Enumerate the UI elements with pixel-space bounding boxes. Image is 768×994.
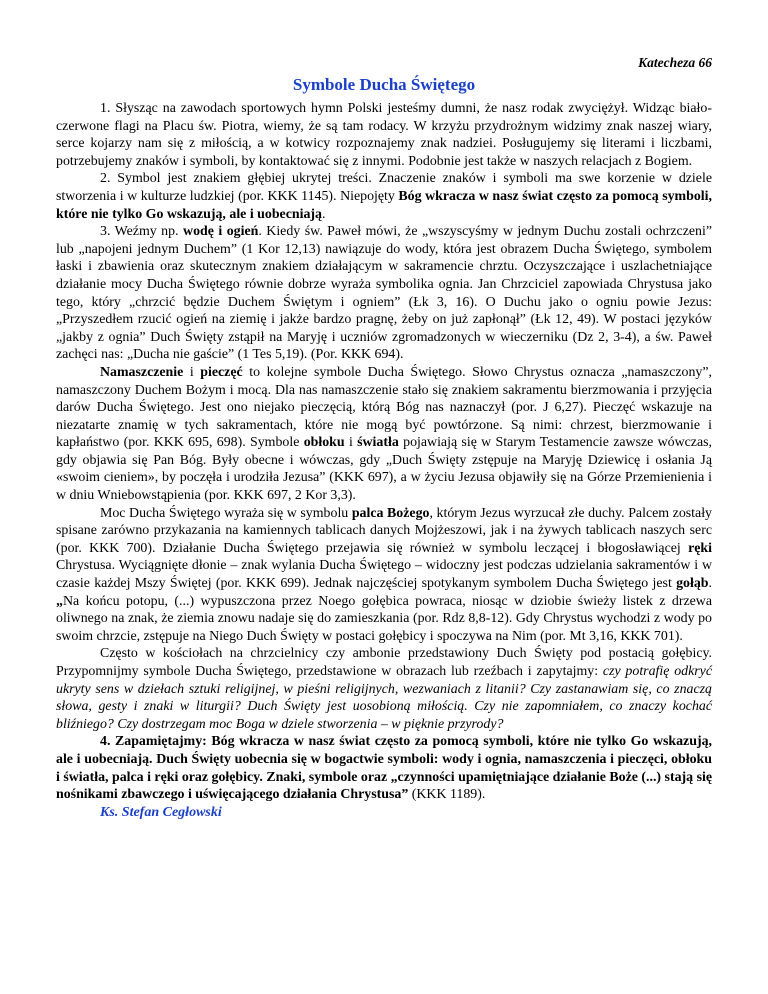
document-title: Symbole Ducha Świętego — [292, 75, 476, 94]
text-run: 4. Zapamiętajmy: Bóg wkracza w nasz świat często za pomocą symboli, które nie tylko Go wskazują, ale i uobecniają. Duch Święty uobecnia się w bogactwie symboli: wody i ognia, namaszczenia i pieczęci, obłoku i światła, palca i ręki oraz gołębicy. Znaki, symbole oraz „czynności upamiętniające działanie Boże (...) stają się nośnikami zbawczego i uświęcającego działania Chrystusa” — [56, 734, 712, 803]
text-run: . — [321, 206, 326, 222]
text-run: i — [183, 364, 201, 380]
paragraph — [56, 505, 712, 646]
text-run: Na końcu potopu, (...) wypuszczona przez Noego gołębica powraca, niosąc w dziobie świeży listek z drzewa oliwnego na znak, że ziemia znowu nadaje się do zamieszkania (por. Rdz 8,8-12). Gdy Chrystus wychodzi z wody po swoim chrzcie, zstępuje na Niego Duch Święty w postaci gołębicy i spoczywa na Nim (por. Mt 3,16, KKK 701). — [56, 593, 712, 644]
paragraph — [56, 170, 712, 223]
text-run: czy potrafię odkryć ukryty sens w dziełach sztuki religijnej, w pieśni religijnych, wezwaniach z litanii? Czy zastanawiam się, co znaczą słowa, gesty i znaki w liturgii? Duch Święty jest uosobioną miłością. Czy nie zapomniałem, co znaczy kochać bliźniego? Czy dostrzegam moc Boga w dziele stworzenia – w pięknie przyrody? — [56, 664, 712, 732]
text-run: światła — [357, 435, 399, 451]
text-run: 1. Słysząc na zawodach sportowych hymn Polski jesteśmy dumni, że nasz rodak zwyciężył. Widząc biało-czerwone flagi na Placu św. Piotra, wiemy, że są tam rodacy. W krzyżu przydrożnym widzimy znak naszej wiary, serce kojarzy nam się z miłością, a w kotwicy rozpoznajemy znak nadziei. Posługujemy się literami i liczbami, potrzebujemy znaków i symboli, by kontaktować się z innymi. Podobnie jest także w naszych relacjach z Bogiem. — [56, 101, 712, 169]
text-run: 2. Symbol jest znakiem głębiej ukrytej treści. Znaczenie znaków i symboli ma swe korzenie w dziele stworzenia i w kulturze ludzkiej (por. KKK 1145). Niepojęty — [56, 171, 712, 204]
text-run: , którym Jezus wyrzucał złe duchy. Palcem zostały spisane zarówno przykazania na kamiennych tablicach danych Mojżeszowi, jak i na żywych tablicach naszych serc (por. KKK 700). Działanie Ducha Świętego przejawia się również w symbolu leczącej i błogosławiącej — [56, 505, 713, 556]
paragraph — [56, 364, 712, 505]
text-run: . Kiedy św. Paweł mówi, że „wszyscyśmy w jednym Duchu zostali ochrzczeni” lub „napojeni jednym Duchem” (1 Kor 12,13) nawiązuje do wody, która jest obrazem Ducha Świętego, symbolem łaski i zbawienia oraz skutecznym znakiem działającym w sakramencie chrztu. Oczyszczające i uszlachetniające działanie mocy Ducha Świętego równie dobrze wyraża symbolika ognia. Jan Chrzciciel zapowiada Chrystusa jako tego, który „chrzcić będzie Duchem Świętym i ogniem” (Łk 3, 16). O Duchu jako o ogniu powie Jezus: „Przyszedłem rzucić ogień na ziemię i jakże bardzo pragnę, żeby on już zapłonął” (Łk 12, 49). W postaci języków „jakby z ognia” Duch Święty zstąpił na Maryję i uczniów zgromadzonych w wieczerniku (Dz 2, 3-4), a św. Paweł zachęci nas: „Ducha nie gaście” (1 Tes 5,19). (Por. KKK 694). — [56, 224, 713, 363]
document-body — [56, 100, 712, 804]
catechesis-number: Katecheza 66 — [638, 55, 712, 70]
text-run: wodę i ogień — [183, 224, 259, 240]
text-run: . — [708, 576, 712, 592]
text-run: to kolejne symbole Ducha Świętego. Słowo Chrystus oznacza „namaszczony”, namaszczony Duchem Bożym i mocą. Dla nas namaszczenie stało się znakiem sakramentu bierzmowania i przyjęcia darów Ducha Świętego. Jest ono niejako pieczęcią, którą Bóg nas naznaczył (por. J 6,27). Pieczęć wskazuje na niezatarte znamię w tych sakramentach, które nie mogą być powtórzone. Są nimi: chrzest, bierzmowanie i kapłaństwo (por. KKK 695, 698). Symbole — [56, 364, 712, 451]
text-run: (KKK 1189). — [408, 787, 486, 803]
author-signature: Ks. Stefan Cegłowski — [100, 804, 222, 820]
text-run: Namaszczenie — [100, 364, 184, 380]
paragraph — [56, 733, 712, 803]
paragraph — [56, 100, 712, 170]
paragraph — [56, 223, 712, 364]
text-run: Chrystusa. Wyciągnięte dłonie – znak wylania Ducha Świętego – widoczny jest podczas udzielania sakramentów i w czasie każdej Mszy Świętej (por. KKK 699). Jednak najczęściej spotykanym symbolem Ducha Świętego jest — [56, 558, 712, 592]
text-run: gołąb — [676, 576, 709, 592]
text-run: ręki — [688, 540, 712, 556]
text-run: Często w kościołach na chrzcielnicy czy ambonie przedstawiony Duch Święty pod postacią gołębicy. Przypomnijmy symbole Ducha Świętego, przedstawione w obrazach lub rzeźbach i zapytajmy: — [56, 646, 712, 679]
text-run: i — [344, 435, 358, 451]
text-run: Bóg wkracza w nasz świat często za pomocą symboli, które nie tylko Go wskazują, ale i uobecniają — [56, 188, 712, 222]
text-run: Moc Ducha Świętego wyraża się w symbolu — [100, 505, 352, 521]
text-run: palca Bożego — [351, 505, 430, 521]
document-page — [56, 54, 712, 822]
text-run: „ — [56, 593, 63, 609]
text-run: pieczęć — [200, 364, 243, 380]
text-run: 3. Weźmy np. — [100, 224, 184, 240]
text-run: obłoku — [303, 435, 345, 451]
paragraph — [56, 645, 712, 733]
text-run: pojawiają się w Starym Testamencie zawsze wówczas, gdy objawia się Pan Bóg. Były obecne i wówczas, gdy „Duch Święty zstępuje na Maryję Dziewicę i osłania Ją «swoim cieniem», by poczęła i urodziła Jezusa” (KKK 697), a w życiu Jezusa objawiły się na Górze Przemienienia i w dniu Wniebowstąpienia (por. KKK 697, 2 Kor 3,3). — [56, 435, 712, 504]
